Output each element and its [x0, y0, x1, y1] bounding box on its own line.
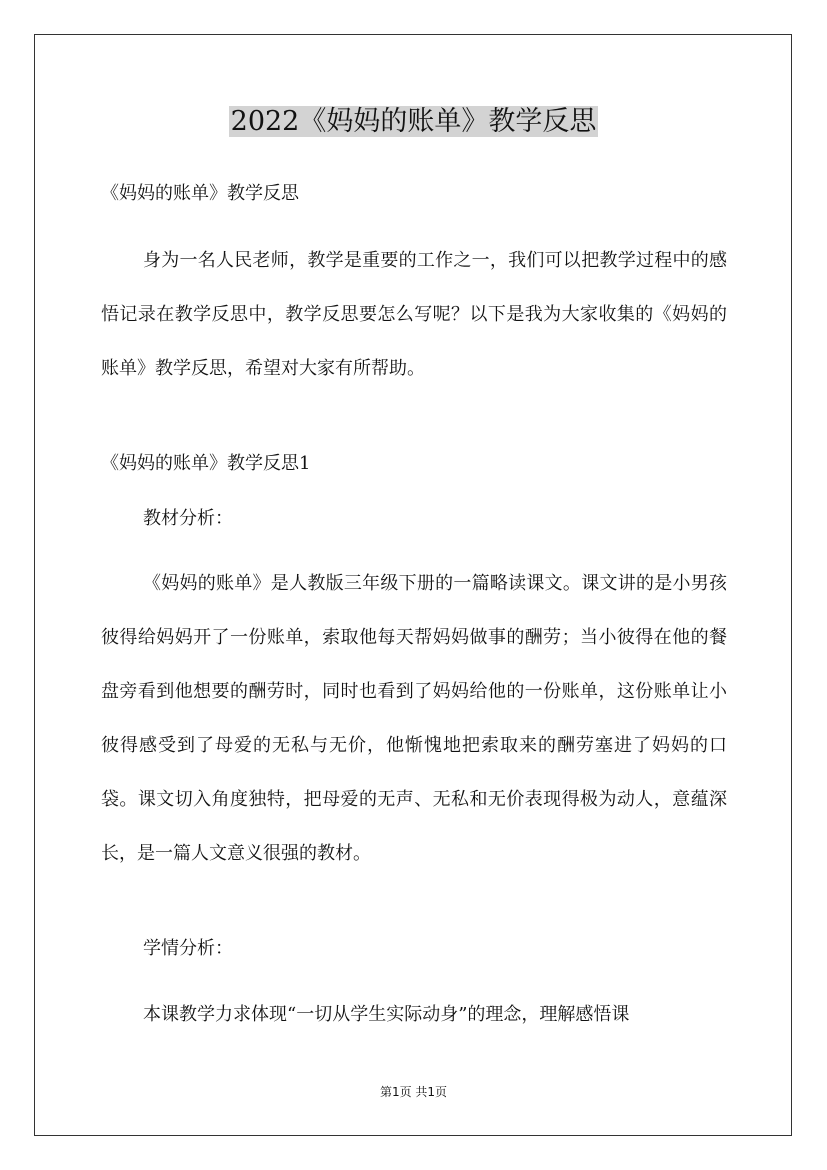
document-title	[0, 100, 827, 144]
page-footer: 第1页 共1页	[379, 1085, 448, 1099]
material-analysis-label: 教材分析：	[143, 508, 233, 529]
student-analysis-label: 学情分析：	[143, 938, 233, 959]
section-heading: 《妈妈的账单》教学反思1	[101, 453, 311, 474]
material-analysis-paragraph: 《妈妈的账单》是人教版三年级下册的一篇略读课文。课文讲的是小男孩彼得给妈妈开了一份账单，索取他每天帮妈妈做事的酬劳；当小彼得在他的餐盘旁看到他想要的酬劳时，同时也看到了妈妈给他的一份账单，这份账单让小彼得感受到了母爱的无私与无价，他惭愧地把索取来的酬劳塞进了妈妈的口袋。课文切入角度独特，把母爱的无声、无私和无价表现得极为动人，意蕴深长，是一篇人文意义很强的教材。	[101, 573, 727, 864]
document-subtitle: 《妈妈的账单》教学反思	[101, 183, 299, 204]
student-analysis-paragraph: 本课教学力求体现“一切从学生实际动身”的理念，理解感悟课	[143, 1004, 630, 1025]
intro-paragraph: 身为一名人民老师，教学是重要的工作之一，我们可以把教学过程中的感悟记录在教学反思中，教学反思要怎么写呢？以下是我为大家收集的《妈妈的账单》教学反思，希望对大家有所帮助。	[101, 250, 727, 379]
document-title-text: 2022《妈妈的账单》教学反思	[230, 106, 597, 137]
